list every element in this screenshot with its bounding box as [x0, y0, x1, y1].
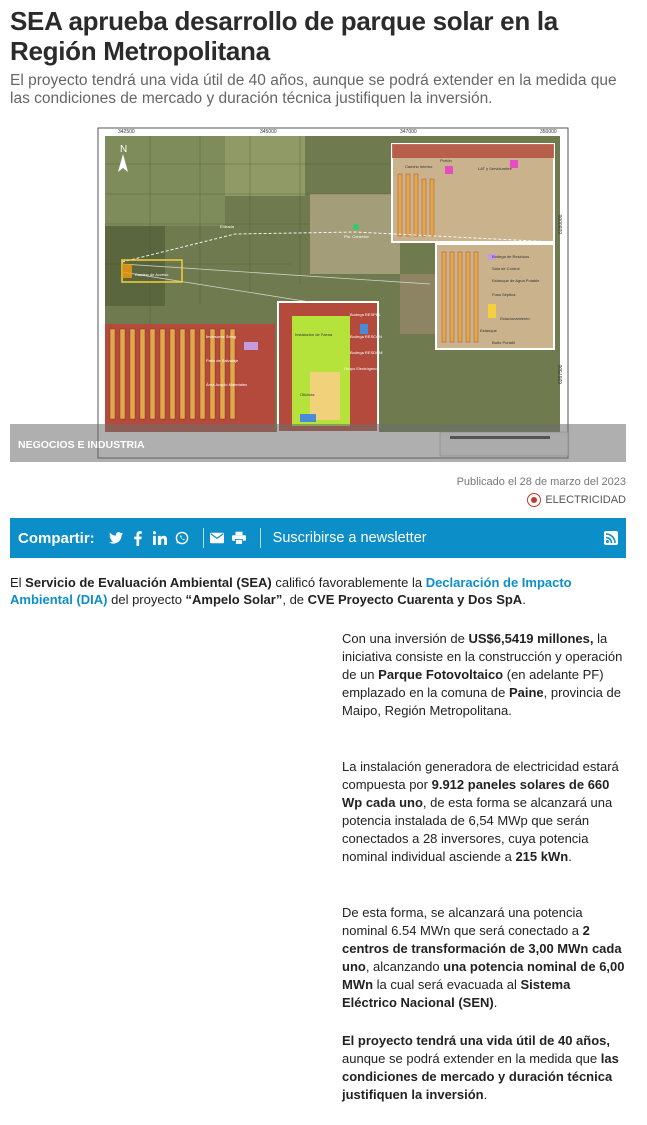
- map-label: LAT y Servidumbre: [478, 166, 512, 171]
- sea-name: Servicio de Evaluación Ambiental (SEA): [25, 575, 272, 590]
- map-label: Área Acopio Materiales: [206, 382, 248, 387]
- map-label: Oficinas: [300, 392, 315, 397]
- map-tick-top: 345000: [260, 129, 277, 135]
- share-divider: [203, 528, 204, 548]
- map-label: Instalación de Faena: [295, 332, 333, 337]
- tag-link[interactable]: [527, 493, 626, 507]
- map-label: Pto. Conexión: [344, 234, 370, 239]
- map-label: Estanque: [480, 328, 497, 333]
- target-icon: [527, 493, 541, 507]
- map-label: Bodega de Residuos: [492, 254, 530, 259]
- map-label: Fosa Séptica: [492, 292, 516, 297]
- newsletter-link[interactable]: Suscribirse a newsletter: [272, 530, 427, 546]
- map-label: Estacionamiento: [500, 316, 530, 321]
- intro-paragraph: El Servicio de Evaluación Ambiental (SEA) calificó favorablemente la Declaración de Impacto Ambiental (DIA) del proyecto “Ampelo Solar”, de CVE Proyecto Cuarenta y Dos SpA.: [10, 575, 572, 607]
- map-tick-top: 347000: [400, 129, 417, 135]
- share-bar: [10, 518, 626, 558]
- print-icon[interactable]: [232, 530, 246, 546]
- tag-label: ELECTRICIDAD: [545, 494, 626, 506]
- linkedin-icon[interactable]: [153, 530, 167, 546]
- twitter-icon[interactable]: [109, 530, 123, 546]
- map-label: Bodega RESCON: [350, 334, 383, 339]
- article-title: SEA aprueba desarrollo de parque solar en la Región Metropolitana: [10, 6, 558, 66]
- email-icon[interactable]: [210, 530, 224, 546]
- body-paragraph-2: La instalación generadora de electricidad estará compuesta por 9.912 paneles solares de 660 Wp cada uno, de esta forma se alcanzará una potencia instalada de 6,54 MWp que serán conectados a 28 inversores, cuya potencia nominal individual asciende a 215 kWn.: [342, 759, 619, 864]
- body-paragraph-1: Con una inversión de US$6,5419 millones, la iniciativa consiste en la construcción y operación de un Parque Fotovoltaico (en adelante PF) emplazado en la comuna de Paine, provincia de Maipo, Región Metropolitana.: [342, 631, 623, 718]
- share-divider: [260, 528, 261, 548]
- map-label: Entrada: [220, 224, 235, 229]
- map-label: Grupo Electrógeno: [344, 366, 378, 371]
- map-label: Bodega RESDOM: [350, 350, 383, 355]
- whatsapp-icon[interactable]: [175, 530, 189, 546]
- north-label: N: [120, 144, 128, 155]
- map-tick-right: 6280000: [558, 214, 564, 234]
- facebook-icon[interactable]: [131, 530, 145, 546]
- map-label: Inversores String: [206, 334, 237, 339]
- publish-date: Publicado el 28 de marzo del 2023: [456, 476, 626, 488]
- map-tick-right: 6267500: [558, 364, 564, 384]
- map-label: Estanque de Agua Potable: [492, 278, 540, 283]
- site-plan-map: [10, 124, 626, 462]
- featured-image[interactable]: [10, 124, 626, 462]
- share-label: Compartir:: [18, 529, 95, 547]
- map-label: Camino Interno: [405, 164, 433, 169]
- map-label: Portón: [440, 158, 452, 163]
- map-tick-top: 350000: [540, 129, 557, 135]
- map-tick-top: 342500: [118, 129, 135, 135]
- rss-icon[interactable]: [604, 531, 618, 545]
- map-label: Bodega RESPEL: [350, 312, 381, 317]
- map-label: Baño Portátil: [492, 340, 515, 345]
- map-label: Patio de Salvataje: [206, 358, 239, 363]
- body-paragraph-3: De esta forma, se alcanzará una potencia nominal 6.54 MWn que será conectado a 2 centros de transformación de 3,00 MWn cada uno, alcanzando una potencia nominal de 6,00 MWn la cual será evacuada al Sistema Eléctrico Nacional (SEN).: [342, 905, 625, 1010]
- dia-link[interactable]: Declaración de Impacto Ambiental (DIA): [10, 575, 572, 607]
- map-label: Sala de Control: [492, 266, 520, 271]
- map-label: Camino de Acceso: [135, 272, 169, 277]
- body-paragraph-4: El proyecto tendrá una vida útil de 40 años, aunque se podrá extender en la medida que las condiciones de mercado y duración técnica justifiquen la inversión.: [342, 1033, 619, 1102]
- category-badge[interactable]: NEGOCIOS E INDUSTRIA: [10, 424, 626, 462]
- article-subtitle: El proyecto tendrá una vida útil de 40 años, aunque se podrá extender en la medida que las condiciones de mercado y duración técnica justifiquen la inversión.: [10, 72, 617, 107]
